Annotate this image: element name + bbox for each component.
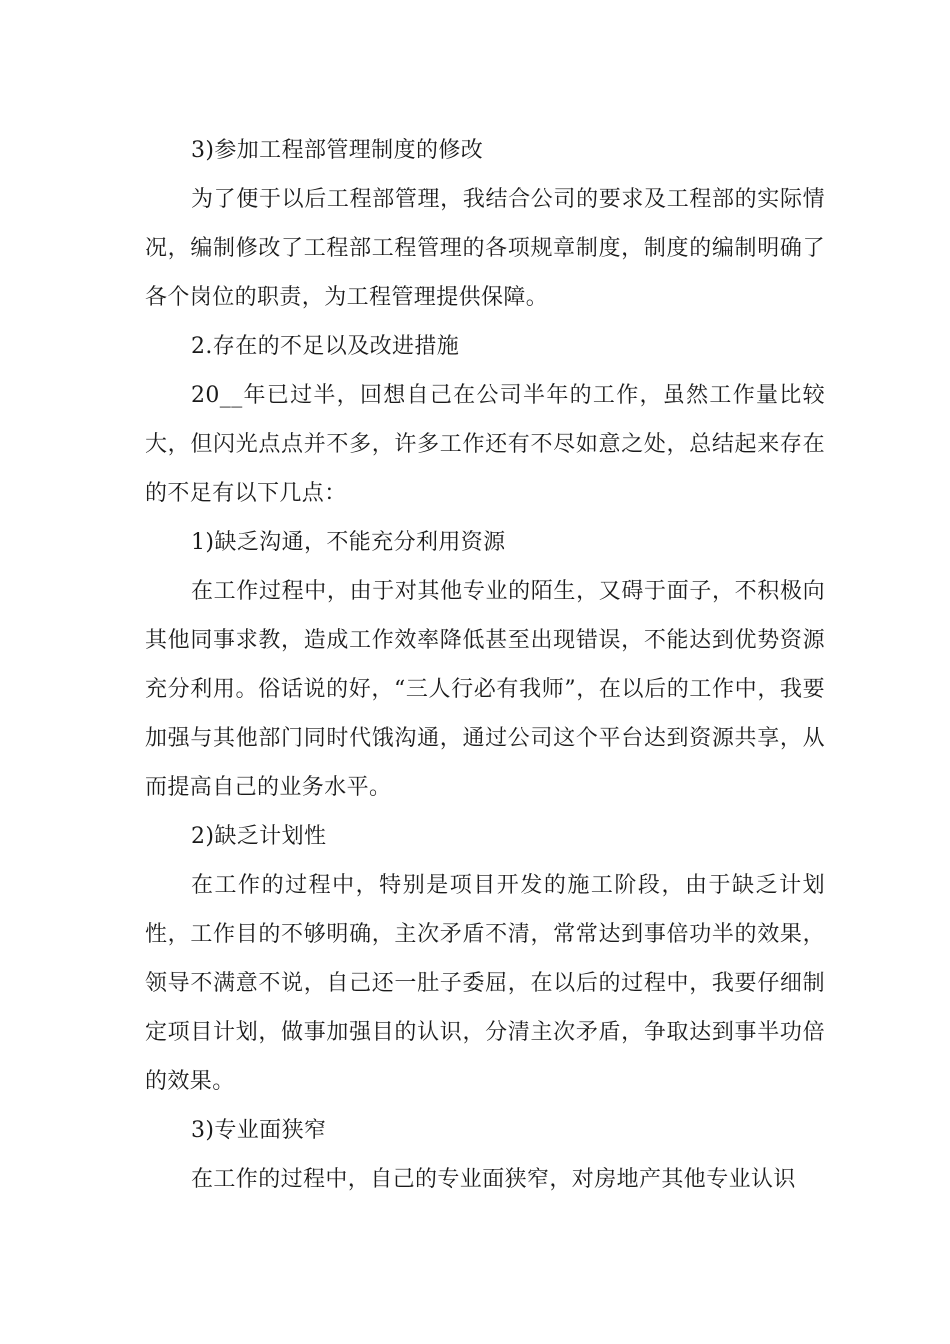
paragraph: 在工作的过程中，特别是项目开发的施工阶段，由于缺乏计划性，工作目的不够明确，主次矛盾不清，常常达到事倍功半的效果，领导不满意不说，自己还一肚子委屈，在以后的过程中，我要仔细制定项目计划，做事加强目的认识，分清主次矛盾，争取达到事半功倍的效果。 [145,873,825,1094]
paragraph: 在工作的过程中，自己的专业面狭窄，对房地产其他专业认识 [191,1167,796,1192]
section-heading-shortcomings: 2.存在的不足以及改进措施 [191,334,460,359]
subheading-revise-management-rules: 3)参加工程部管理制度的修改 [191,138,484,163]
paragraph: 在工作过程中，由于对其他专业的陌生，又碍于面子，不积极向其他同事求教，造成工作效率降低甚至出现错误，不能达到优势资源充分利用。俗话说的好，“三人行必有我师”，在以后的工作中，我要加强与其他部门同时代饿沟通，通过公司这个平台达到资源共享，从而提高自己的业务水平。 [145,579,825,800]
subheading-lack-of-planning: 2)缺乏计划性 [191,824,327,849]
paragraph: 为了便于以后工程部管理，我结合公司的要求及工程部的实际情况，编制修改了工程部工程管理的各项规章制度，制度的编制明确了各个岗位的职责，为工程管理提供保障。 [145,187,825,310]
subheading-lack-of-communication: 1)缺乏沟通，不能充分利用资源 [191,530,506,555]
document-body [145,126,825,1204]
paragraph: 20__年已过半，回想自己在公司半年的工作，虽然工作量比较大，但闪光点点并不多，许多工作还有不尽如意之处，总结起来存在的不足有以下几点： [145,383,825,506]
subheading-narrow-expertise: 3)专业面狭窄 [191,1118,327,1143]
